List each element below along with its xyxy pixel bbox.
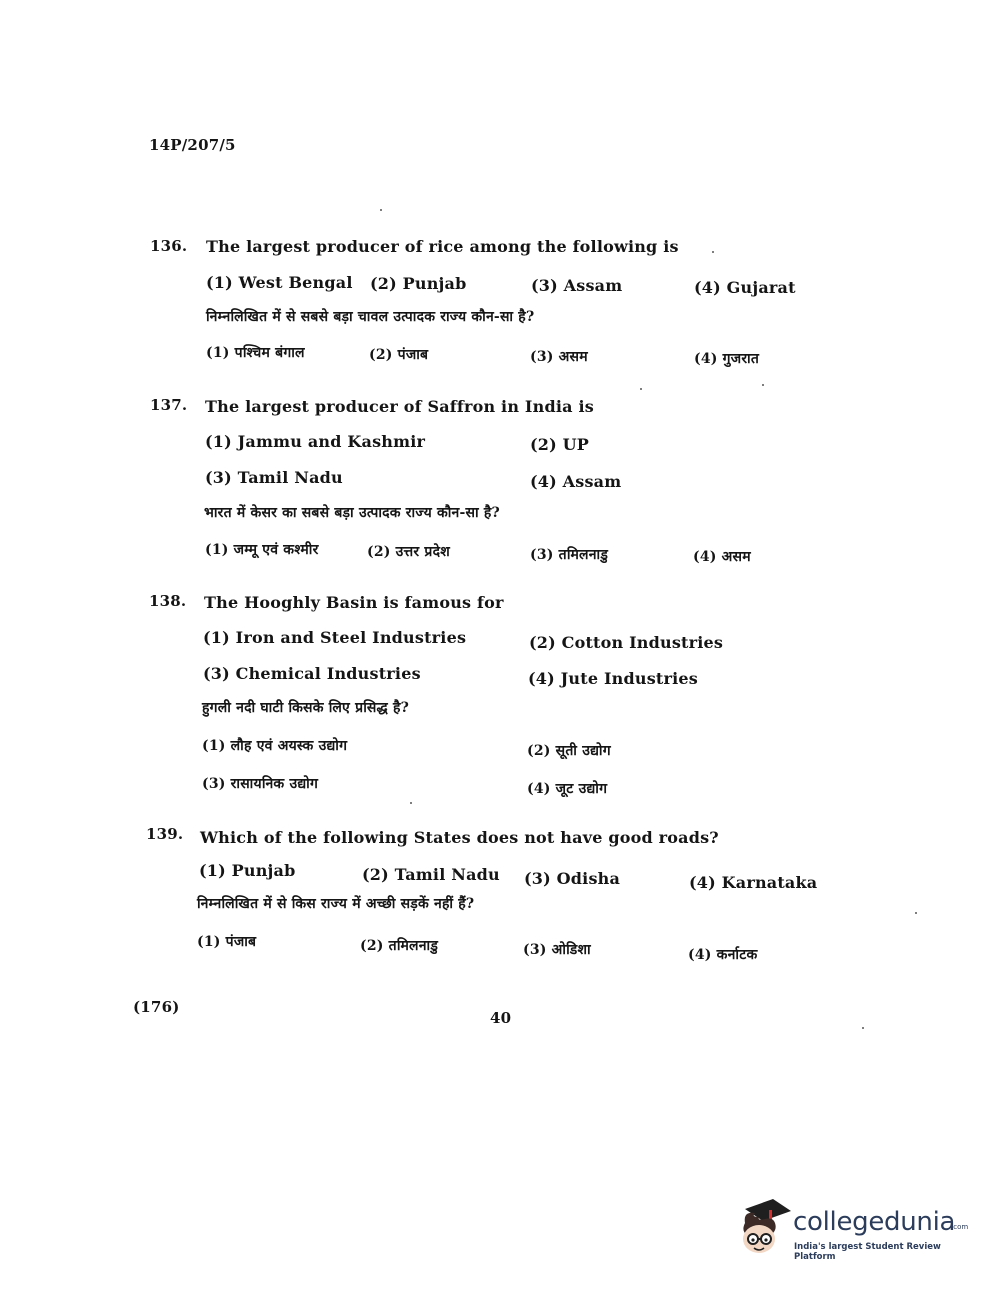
question-text-en: The largest producer of Saffron in India is: [205, 397, 594, 416]
option-en: (3) Tamil Nadu: [205, 468, 343, 487]
page-number: 40: [490, 1009, 512, 1027]
option-hi: (3) असम: [530, 349, 588, 365]
question-number: 139.: [146, 825, 184, 843]
option-hi: (1) पंजाब: [197, 934, 257, 950]
option-en: (4) Karnataka: [689, 873, 818, 892]
option-hi: (4) जूट उद्योग: [527, 781, 608, 797]
option-en: (1) West Bengal: [206, 273, 353, 292]
option-en: (3) Odisha: [524, 869, 621, 888]
scan-speck: [762, 384, 764, 386]
option-hi: (4) असम: [693, 549, 751, 565]
logo-domain-suffix: .com: [951, 1223, 969, 1231]
paper-code: 14P/207/5: [149, 136, 236, 154]
option-en: (4) Gujarat: [694, 278, 796, 297]
option-en: (2) Tamil Nadu: [362, 865, 500, 884]
scan-speck: [712, 251, 714, 253]
option-hi: (2) उत्तर प्रदेश: [367, 544, 450, 560]
question-text-en: The largest producer of rice among the following is: [206, 237, 679, 256]
option-en: (4) Jute Industries: [528, 669, 699, 688]
option-hi: (4) गुजरात: [694, 351, 760, 367]
scan-speck: [640, 388, 642, 390]
option-en: (1) Iron and Steel Industries: [203, 628, 467, 647]
option-hi: (2) सूती उद्योग: [527, 743, 611, 759]
question-text-en: The Hooghly Basin is famous for: [204, 593, 504, 612]
scan-speck: [380, 209, 382, 211]
option-en: (2) UP: [530, 435, 590, 454]
option-en: (4) Assam: [530, 472, 622, 491]
option-hi: (1) पश्चिम बंगाल: [206, 345, 305, 361]
collegedunia-logo: [733, 1195, 969, 1270]
scan-speck: [862, 1027, 864, 1029]
logo-tagline: India's largest Student Review Platform: [794, 1242, 941, 1262]
question-number: 137.: [150, 396, 188, 414]
option-hi: (3) ओडिशा: [523, 942, 591, 958]
option-en: (1) Punjab: [199, 861, 296, 880]
option-hi: (3) रासायनिक उद्योग: [202, 776, 319, 792]
question-text-hi: भारत में केसर का सबसे बड़ा उत्पादक राज्य कौन-सा है?: [204, 505, 500, 521]
option-hi: (4) कर्नाटक: [688, 947, 758, 963]
option-hi: (2) तमिलनाडु: [360, 938, 439, 954]
question-text-hi: निम्नलिखित में से सबसे बड़ा चावल उत्पादक राज्य कौन-सा है?: [206, 309, 535, 325]
question-number: 138.: [149, 592, 187, 610]
option-hi: (2) पंजाब: [369, 347, 429, 363]
logo-wordmark: collegedunia: [793, 1207, 956, 1237]
option-en: (3) Chemical Industries: [203, 664, 421, 683]
option-en: (2) Punjab: [370, 274, 467, 293]
scan-speck: [915, 912, 917, 914]
option-hi: (1) लौह एवं अयस्क उद्योग: [202, 738, 348, 754]
option-hi: (3) तमिलनाडु: [530, 547, 609, 563]
question-text-en: Which of the following States does not have good roads?: [200, 828, 719, 847]
option-en: (1) Jammu and Kashmir: [205, 432, 426, 451]
option-hi: (1) जम्मू एवं कश्मीर: [205, 542, 319, 558]
question-text-hi: निम्नलिखित में से किस राज्य में अच्छी सड़कें नहीं हैं?: [197, 896, 475, 912]
question-text-hi: हुगली नदी घाटी किसके लिए प्रसिद्ध है?: [202, 700, 410, 716]
mascot-icon: [733, 1195, 793, 1265]
option-en: (3) Assam: [531, 276, 623, 295]
question-number: 136.: [150, 237, 188, 255]
footer-code: (176): [133, 998, 180, 1016]
option-en: (2) Cotton Industries: [529, 633, 724, 652]
scan-speck: [410, 802, 412, 804]
